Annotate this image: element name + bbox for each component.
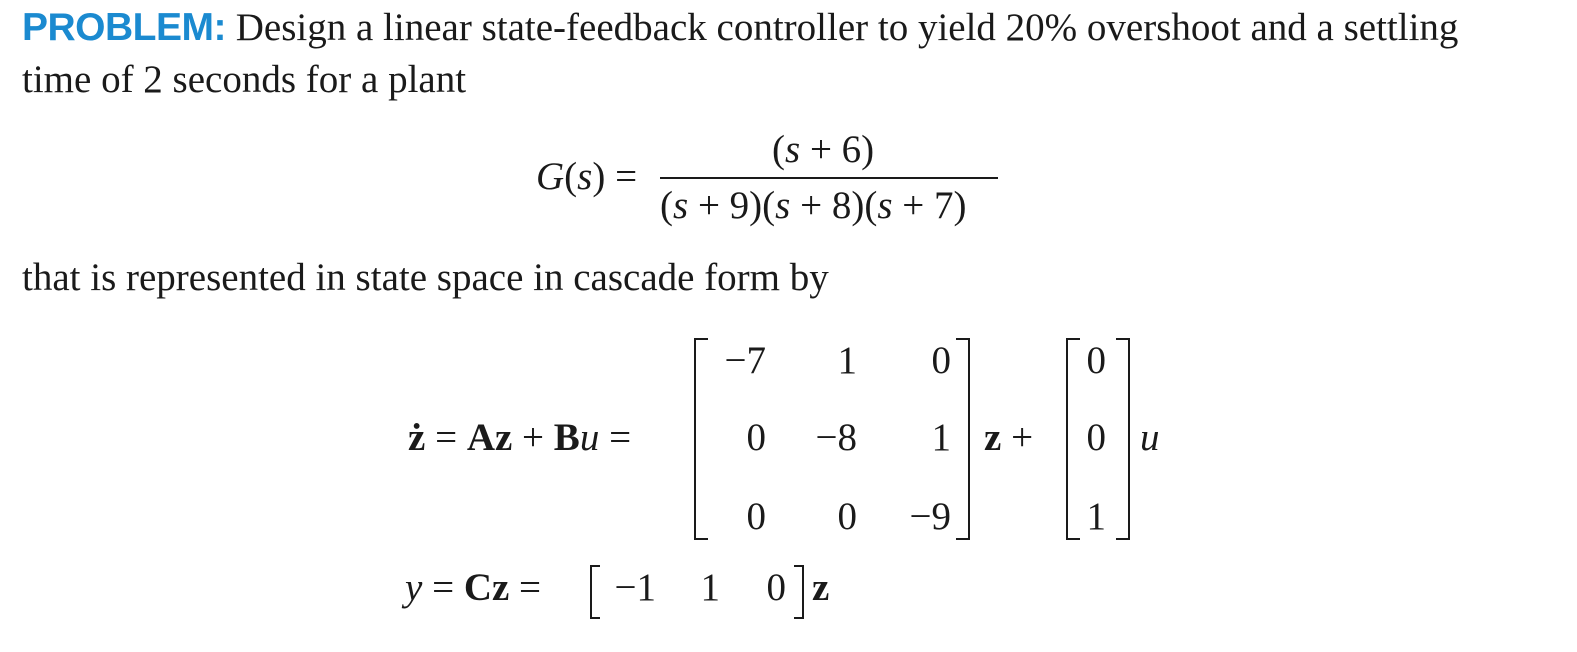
vector-b-cell: 1 — [1086, 495, 1106, 538]
cascade-form-sentence: that is represented in state space in cascade form by — [22, 256, 829, 299]
problem-label: PROBLEM: — [22, 6, 226, 49]
matrix-a-cell: 0 — [746, 416, 766, 459]
matrix-a-cell: −7 — [724, 339, 766, 382]
output-equation-rhs: z — [812, 566, 830, 609]
vector-c-cell: 1 — [700, 566, 720, 609]
transfer-function-numerator: (s + 6) — [772, 128, 875, 171]
problem-statement-line-2: time of 2 seconds for a plant — [22, 58, 467, 101]
state-equation-lhs: ż = Az + Bu = — [408, 416, 632, 459]
problem-text-1: Design a linear state-feedback controller to yield 20% overshoot and a settling — [226, 6, 1459, 49]
matrix-a-cell: 0 — [837, 495, 857, 538]
state-equation-middle: z + — [984, 416, 1034, 459]
vector-c-right-bracket — [794, 565, 804, 619]
transfer-function-denominator: (s + 9)(s + 8)(s + 7) — [660, 184, 967, 227]
transfer-function-lhs: G(s) = — [536, 155, 638, 198]
problem-statement-line-1 — [22, 8, 1458, 47]
fraction-bar — [660, 177, 998, 179]
matrix-a-cell: 0 — [931, 339, 951, 382]
matrix-a-cell: −9 — [909, 495, 951, 538]
matrix-a-cell: 1 — [837, 339, 857, 382]
vector-c-cell: 0 — [766, 566, 786, 609]
input-variable: u — [1140, 416, 1160, 459]
output-equation-lhs: y = Cz = — [405, 566, 542, 609]
vector-b-cell: 0 — [1086, 416, 1106, 459]
vector-c-cell: −1 — [614, 566, 656, 609]
matrix-a-right-bracket — [956, 338, 970, 540]
matrix-a-cell: 1 — [931, 416, 951, 459]
matrix-a-cell: −8 — [815, 416, 857, 459]
matrix-a-cell: 0 — [746, 495, 766, 538]
vector-b-cell: 0 — [1086, 339, 1106, 382]
vector-b-right-bracket — [1116, 338, 1130, 540]
